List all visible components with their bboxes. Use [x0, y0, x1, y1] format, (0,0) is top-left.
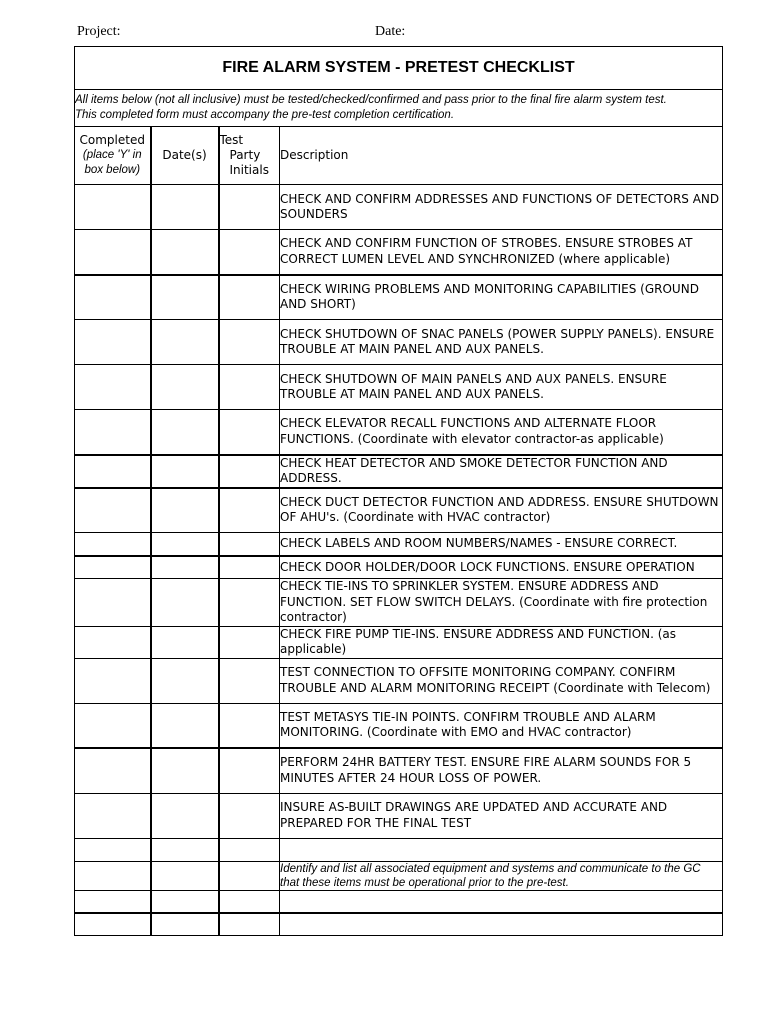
completed-cell[interactable] — [75, 320, 151, 365]
checklist-item-description[interactable] — [280, 890, 723, 913]
initials-cell[interactable] — [219, 793, 280, 838]
checklist-item-description: CHECK HEAT DETECTOR AND SMOKE DETECTOR FUNCTION AND ADDRESS. — [280, 455, 723, 488]
date-cell[interactable] — [151, 626, 219, 658]
completed-cell[interactable] — [75, 488, 151, 533]
date-cell[interactable] — [151, 658, 219, 703]
date-cell[interactable] — [151, 748, 219, 793]
completed-cell[interactable] — [75, 626, 151, 658]
instructions-line-1: All items below (not all inclusive) must be tested/checked/confirmed and pass prior to the final fire alarm system test. — [75, 94, 667, 106]
checklist-item-description: CHECK DOOR HOLDER/DOOR LOCK FUNCTIONS. ENSURE OPERATION — [280, 556, 723, 579]
initials-cell[interactable] — [219, 890, 280, 913]
checklist-item-description: CHECK LABELS AND ROOM NUMBERS/NAMES - ENSURE CORRECT. — [280, 533, 723, 556]
initials-cell[interactable] — [219, 748, 280, 793]
completed-cell[interactable] — [75, 556, 151, 579]
date-cell[interactable] — [151, 410, 219, 455]
initials-cell[interactable] — [219, 861, 280, 890]
checklist-item-description: INSURE AS-BUILT DRAWINGS ARE UPDATED AND ACCURATE AND PREPARED FOR THE FINAL TEST — [280, 793, 723, 838]
initials-cell[interactable] — [219, 455, 280, 488]
completed-cell[interactable] — [75, 365, 151, 410]
date-cell[interactable] — [151, 890, 219, 913]
initials-cell[interactable] — [219, 658, 280, 703]
initials-cell[interactable] — [219, 488, 280, 533]
date-cell[interactable] — [151, 455, 219, 488]
checklist-item-description: PERFORM 24HR BATTERY TEST. ENSURE FIRE ALARM SOUNDS FOR 5 MINUTES AFTER 24 HOUR LOSS OF POWER. — [280, 748, 723, 793]
completed-cell[interactable] — [75, 185, 151, 230]
completed-cell[interactable] — [75, 913, 151, 935]
checklist-item-description: CHECK TIE-INS TO SPRINKLER SYSTEM. ENSURE ADDRESS AND FUNCTION. SET FLOW SWITCH DELAYS. (Coordinate with fire protection contractor) — [280, 579, 723, 627]
completed-cell[interactable] — [75, 658, 151, 703]
date-cell[interactable] — [151, 365, 219, 410]
checklist-item-description[interactable] — [280, 838, 723, 861]
completed-cell[interactable] — [75, 579, 151, 627]
date-cell[interactable] — [151, 703, 219, 748]
date-cell[interactable] — [151, 579, 219, 627]
instructions-line-2: This completed form must accompany the pre-test completion certification. — [75, 109, 455, 121]
completed-cell[interactable] — [75, 410, 151, 455]
completed-cell[interactable] — [75, 703, 151, 748]
checklist-item-description: CHECK ELEVATOR RECALL FUNCTIONS AND ALTERNATE FLOOR FUNCTIONS. (Coordinate with elevator contractor-as applicable) — [280, 410, 723, 455]
date-cell[interactable] — [151, 838, 219, 861]
initials-cell[interactable] — [219, 533, 280, 556]
initials-cell[interactable] — [219, 320, 280, 365]
initials-cell[interactable] — [219, 703, 280, 748]
date-cell[interactable] — [151, 488, 219, 533]
checklist-note: Identify and list all associated equipment and systems and communicate to the GC that these items must be operational prior to the pre-test. — [280, 861, 723, 890]
completed-cell[interactable] — [75, 230, 151, 275]
initials-cell[interactable] — [219, 913, 280, 935]
column-header-dates: Date(s) — [151, 127, 219, 185]
initials-cell[interactable] — [219, 230, 280, 275]
column-header-test-party-initials: Test Party Initials — [219, 127, 280, 185]
initials-cell[interactable] — [219, 838, 280, 861]
date-cell[interactable] — [151, 320, 219, 365]
checklist-item-description: CHECK FIRE PUMP TIE-INS. ENSURE ADDRESS AND FUNCTION. (as applicable) — [280, 626, 723, 658]
date-cell[interactable] — [151, 556, 219, 579]
checklist-item-description: CHECK WIRING PROBLEMS AND MONITORING CAPABILITIES (GROUND AND SHORT) — [280, 275, 723, 320]
checklist-item-description: CHECK SHUTDOWN OF MAIN PANELS AND AUX PANELS. ENSURE TROUBLE AT MAIN PANEL AND AUX PANELS. — [280, 365, 723, 410]
completed-cell[interactable] — [75, 890, 151, 913]
date-cell[interactable] — [151, 230, 219, 275]
date-label: Date: — [375, 24, 406, 39]
form-title: FIRE ALARM SYSTEM - PRETEST CHECKLIST — [75, 47, 723, 90]
date-cell[interactable] — [151, 533, 219, 556]
completed-cell[interactable] — [75, 861, 151, 890]
form-instructions — [75, 90, 723, 127]
column-header-description: Description — [280, 127, 723, 185]
date-cell[interactable] — [151, 275, 219, 320]
completed-cell[interactable] — [75, 455, 151, 488]
checklist-item-description: CHECK AND CONFIRM FUNCTION OF STROBES. ENSURE STROBES AT CORRECT LUMEN LEVEL AND SYNCHRONIZED (where applicable) — [280, 230, 723, 275]
initials-cell[interactable] — [219, 275, 280, 320]
checklist-item-description: TEST METASYS TIE-IN POINTS. CONFIRM TROUBLE AND ALARM MONITORING. (Coordinate with EMO and HVAC contractor) — [280, 703, 723, 748]
checklist-item-description: CHECK SHUTDOWN OF SNAC PANELS (POWER SUPPLY PANELS). ENSURE TROUBLE AT MAIN PANEL AND AUX PANELS. — [280, 320, 723, 365]
initials-cell[interactable] — [219, 626, 280, 658]
completed-cell[interactable] — [75, 275, 151, 320]
date-cell[interactable] — [151, 913, 219, 935]
checklist-item-description[interactable] — [280, 913, 723, 935]
column-header-completed: Completed (place 'Y' in box below) — [75, 127, 151, 185]
completed-cell[interactable] — [75, 748, 151, 793]
initials-cell[interactable] — [219, 365, 280, 410]
completed-cell[interactable] — [75, 533, 151, 556]
initials-cell[interactable] — [219, 556, 280, 579]
date-cell[interactable] — [151, 185, 219, 230]
initials-cell[interactable] — [219, 410, 280, 455]
pretest-checklist-table — [74, 46, 723, 936]
checklist-item-description: CHECK DUCT DETECTOR FUNCTION AND ADDRESS. ENSURE SHUTDOWN OF AHU's. (Coordinate with HVAC contractor) — [280, 488, 723, 533]
date-cell[interactable] — [151, 793, 219, 838]
initials-cell[interactable] — [219, 579, 280, 627]
checklist-item-description: CHECK AND CONFIRM ADDRESSES AND FUNCTIONS OF DETECTORS AND SOUNDERS — [280, 185, 723, 230]
initials-cell[interactable] — [219, 185, 280, 230]
project-label: Project: — [77, 24, 121, 39]
completed-cell[interactable] — [75, 838, 151, 861]
date-cell[interactable] — [151, 861, 219, 890]
completed-cell[interactable] — [75, 793, 151, 838]
checklist-item-description: TEST CONNECTION TO OFFSITE MONITORING COMPANY. CONFIRM TROUBLE AND ALARM MONITORING RECEIPT (Coordinate with Telecom) — [280, 658, 723, 703]
